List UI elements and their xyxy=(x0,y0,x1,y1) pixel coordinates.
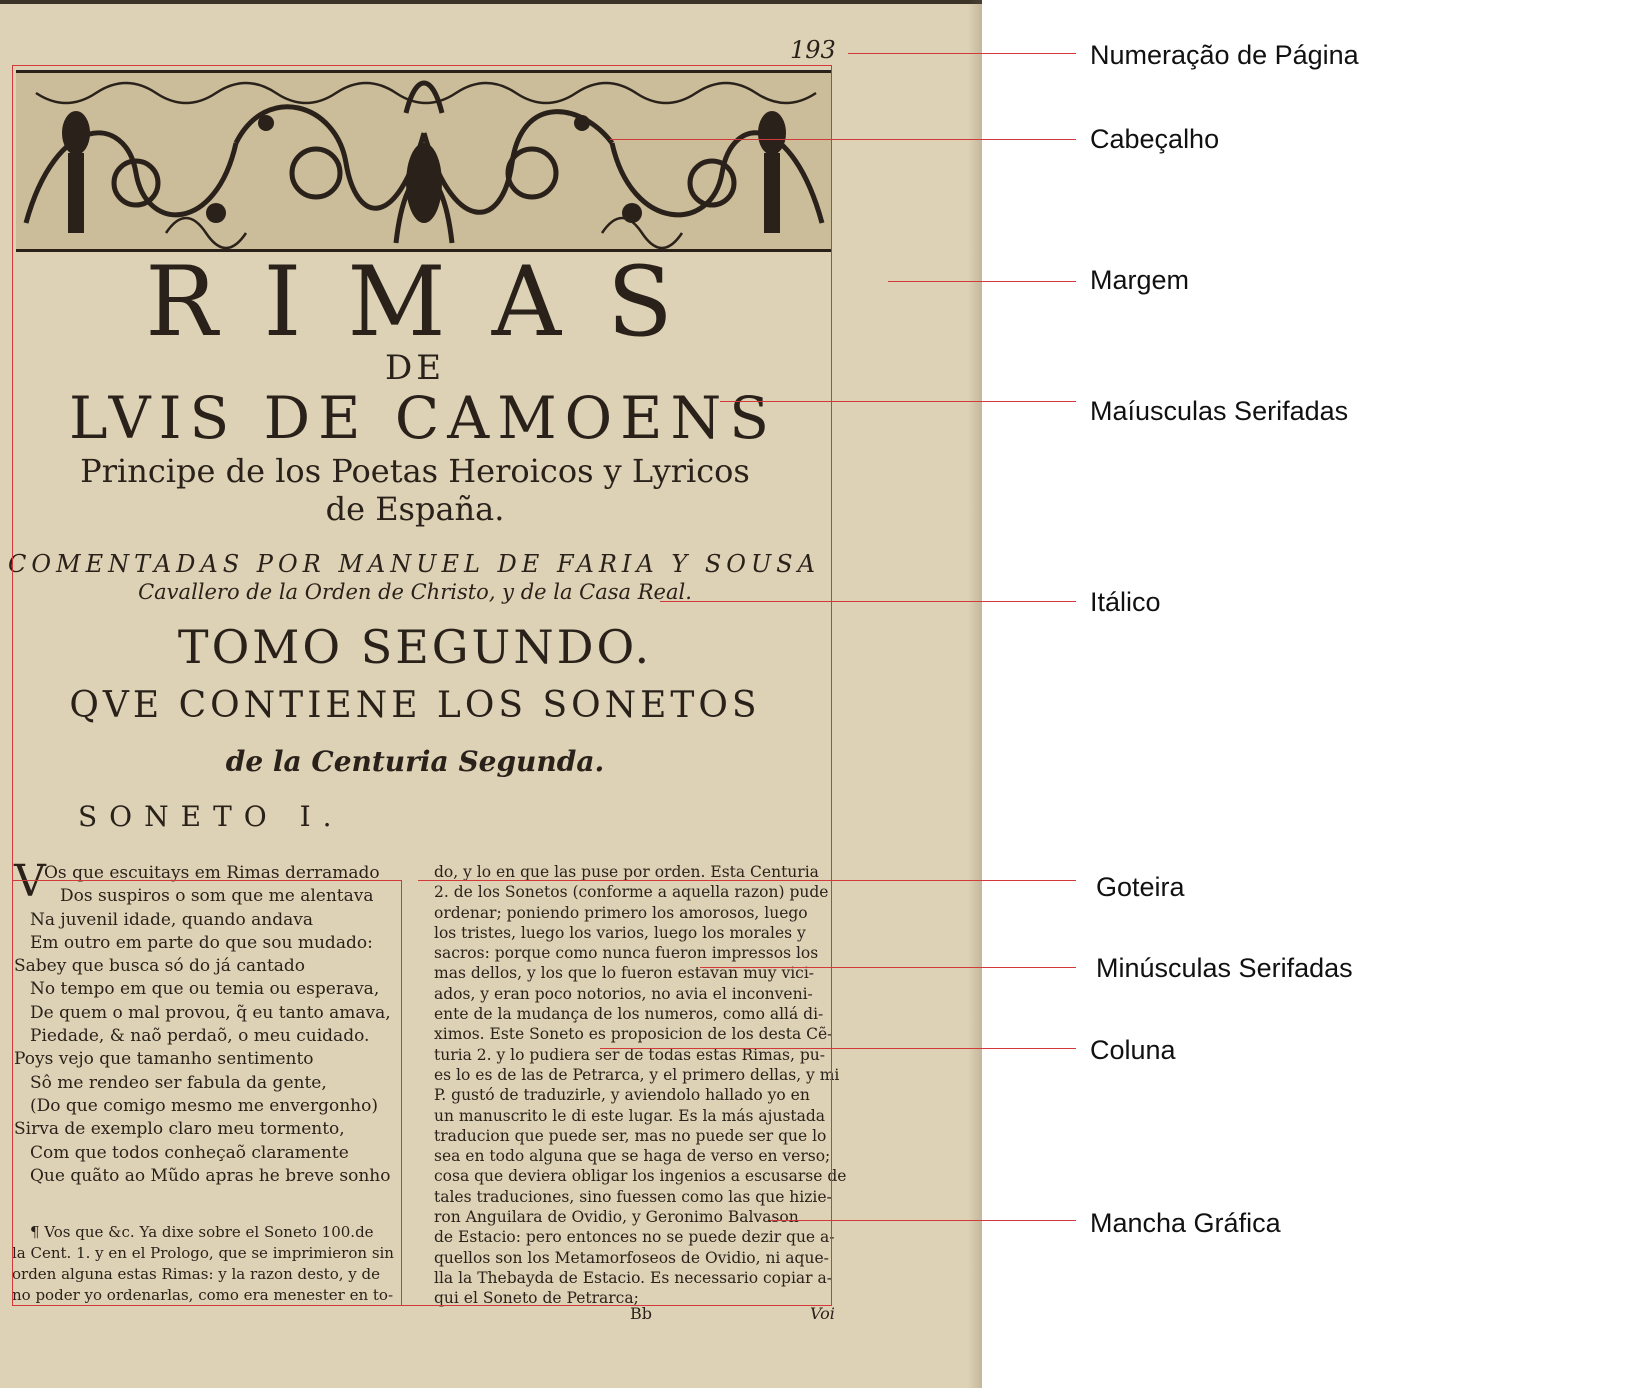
label-text-block: Mancha Gráfica xyxy=(1090,1208,1281,1238)
note-line: no poder yo ordenarlas, como era menester en to- xyxy=(12,1286,394,1304)
book-title: RIMAS xyxy=(145,246,719,358)
page-number: 193 xyxy=(790,36,836,64)
poem-line: Que quãto ao Mũdo apras he breve sonho xyxy=(30,1165,391,1186)
left-column-outline xyxy=(12,880,402,1306)
column-line: un manuscrito le di este lugar. Es la más ajustada xyxy=(434,1106,826,1125)
volume-contents: QVE CONTIENE LOS SONETOS xyxy=(69,685,761,726)
column-line: turia 2. y lo pudiera ser de todas estas Rimas, pu- xyxy=(434,1045,825,1064)
commentator-line: COMENTADAS POR MANUEL DE FARIA Y SOUSA xyxy=(8,550,820,578)
title-de: DE xyxy=(384,348,446,388)
column-line: ados, y eran poco notorios, no avia el inconveni- xyxy=(434,984,813,1003)
column-line: P. gustó de traduzirle, y aviendolo hallado yo en xyxy=(434,1086,810,1105)
column-line: sacros: porque como nunca fueron impressos los xyxy=(434,944,819,963)
leader-line-text-block xyxy=(770,1220,1076,1221)
label-column: Coluna xyxy=(1090,1035,1176,1065)
volume-title: TOMO SEGUNDO. xyxy=(177,620,653,674)
column-line: qui el Soneto de Petrarca; xyxy=(434,1289,639,1308)
column-line: quellos son los Metamorfoseos de Ovidio, ni aque- xyxy=(434,1248,829,1267)
leader-line-italic xyxy=(660,601,1076,602)
poem-line: Na juvenil idade, quando andava xyxy=(30,909,314,930)
poem-line: (Do que comigo mesmo me envergonho) xyxy=(30,1095,378,1116)
column-line: traducion que puede ser, mas no puede ser que lo xyxy=(434,1126,827,1145)
commentator-title: Cavallero de la Orden de Christo, y de la Casa Real. xyxy=(138,580,692,604)
column-line: de Estacio: pero entonces no se puede dezir que a- xyxy=(434,1228,835,1247)
centuria-subtitle: de la Centuria Segunda. xyxy=(225,745,605,778)
leader-line-header xyxy=(610,139,1076,140)
column-line: lla la Thebayda de Estacio. Es necessario copiar a- xyxy=(434,1268,832,1287)
poem-line: Dos suspiros o som que me alentava xyxy=(60,886,374,907)
column-line: ordenar; poniendo primero los amorosos, luego xyxy=(434,903,808,922)
drop-cap: V xyxy=(14,856,46,907)
poem-line: Com que todos conheçaõ claramente xyxy=(30,1142,349,1163)
note-line: la Cent. 1. y en el Prologo, que se imprimieron sin xyxy=(12,1244,394,1262)
poem-line: Sabey que busca só do já cantado xyxy=(14,956,306,977)
label-margin: Margem xyxy=(1090,265,1190,295)
label-serif-lowercase: Minúsculas Serifadas xyxy=(1096,953,1353,983)
sonnet-heading: SONETO I. xyxy=(78,800,344,833)
catchword: Voi xyxy=(810,1304,835,1323)
column-line: sea en todo alguna que se haga de verso en verso; xyxy=(434,1147,831,1166)
poem-line: No tempo em que ou temia ou esperava, xyxy=(30,979,380,1000)
column-line: tales traduciones, sino fuessen como las que hizie- xyxy=(434,1187,832,1206)
column-line: mas dellos, y los que lo fueron estavan muy vici- xyxy=(434,964,815,983)
poem-line: De quem o mal provou, q̃ eu tanto amava, xyxy=(30,1002,391,1023)
leader-line-serif-caps xyxy=(720,401,1076,402)
note-line: orden alguna estas Rimas: y la razon desto, y de xyxy=(12,1265,380,1283)
column-line: ximos. Este Soneto es proposicion de los desta Cẽ- xyxy=(434,1025,833,1044)
label-gutter: Goteira xyxy=(1096,872,1185,902)
column-line: los tristes, luego los varios, luego los morales y xyxy=(434,923,806,942)
column-line: es lo es de las de Petrarca, y el primero dellas, y mi xyxy=(434,1065,840,1084)
label-serif-capitals: Maíusculas Serifadas xyxy=(1090,396,1349,426)
column-line: 2. de los Sonetos (conforme a aquella razon) pude xyxy=(434,883,829,902)
leader-line-page-number xyxy=(848,53,1076,54)
poem-line: Poys vejo que tamanho sentimento xyxy=(14,1049,314,1070)
poem-line: Os que escuitays em Rimas derramado xyxy=(44,863,380,883)
author-name: LVIS DE CAMOENS xyxy=(69,384,777,452)
column-line: ron Anguilara de Ovidio, y Geronimo Balvason xyxy=(434,1208,799,1227)
poem-line: Sirva de exemplo claro meu tormento, xyxy=(14,1119,345,1140)
label-italic: Itálico xyxy=(1090,587,1161,617)
poem-line: Sô me rendeo ser fabula da gente, xyxy=(30,1072,327,1093)
epithet-line-1: Principe de los Poetas Heroicos y Lyricos xyxy=(80,452,750,490)
poem-line: Em outro em parte do que sou mudado: xyxy=(30,932,373,953)
column-line: cosa que deviera obligar los ingenios a escusarse de xyxy=(434,1167,847,1186)
leader-line-serif-lowercase xyxy=(700,967,1076,968)
column-line: do, y lo en que las puse por orden. Esta Centuria xyxy=(434,863,819,881)
leader-line-margin xyxy=(888,281,1076,282)
leader-line-gutter xyxy=(418,880,1076,881)
poem-line: Piedade, & naõ perdaõ, o meu cuidado. xyxy=(30,1026,370,1047)
epithet-line-2: de España. xyxy=(325,490,505,528)
label-page-number: Numeração de Página xyxy=(1090,40,1359,70)
note-line: ¶ Vos que &c. Ya dixe sobre el Soneto 100.de xyxy=(30,1223,374,1241)
column-line: ente de la mudança de los numeros, como allá di- xyxy=(434,1005,824,1024)
label-header: Cabeçalho xyxy=(1090,124,1220,154)
leader-line-column xyxy=(600,1048,1076,1049)
signature-mark: Bb xyxy=(630,1304,652,1323)
